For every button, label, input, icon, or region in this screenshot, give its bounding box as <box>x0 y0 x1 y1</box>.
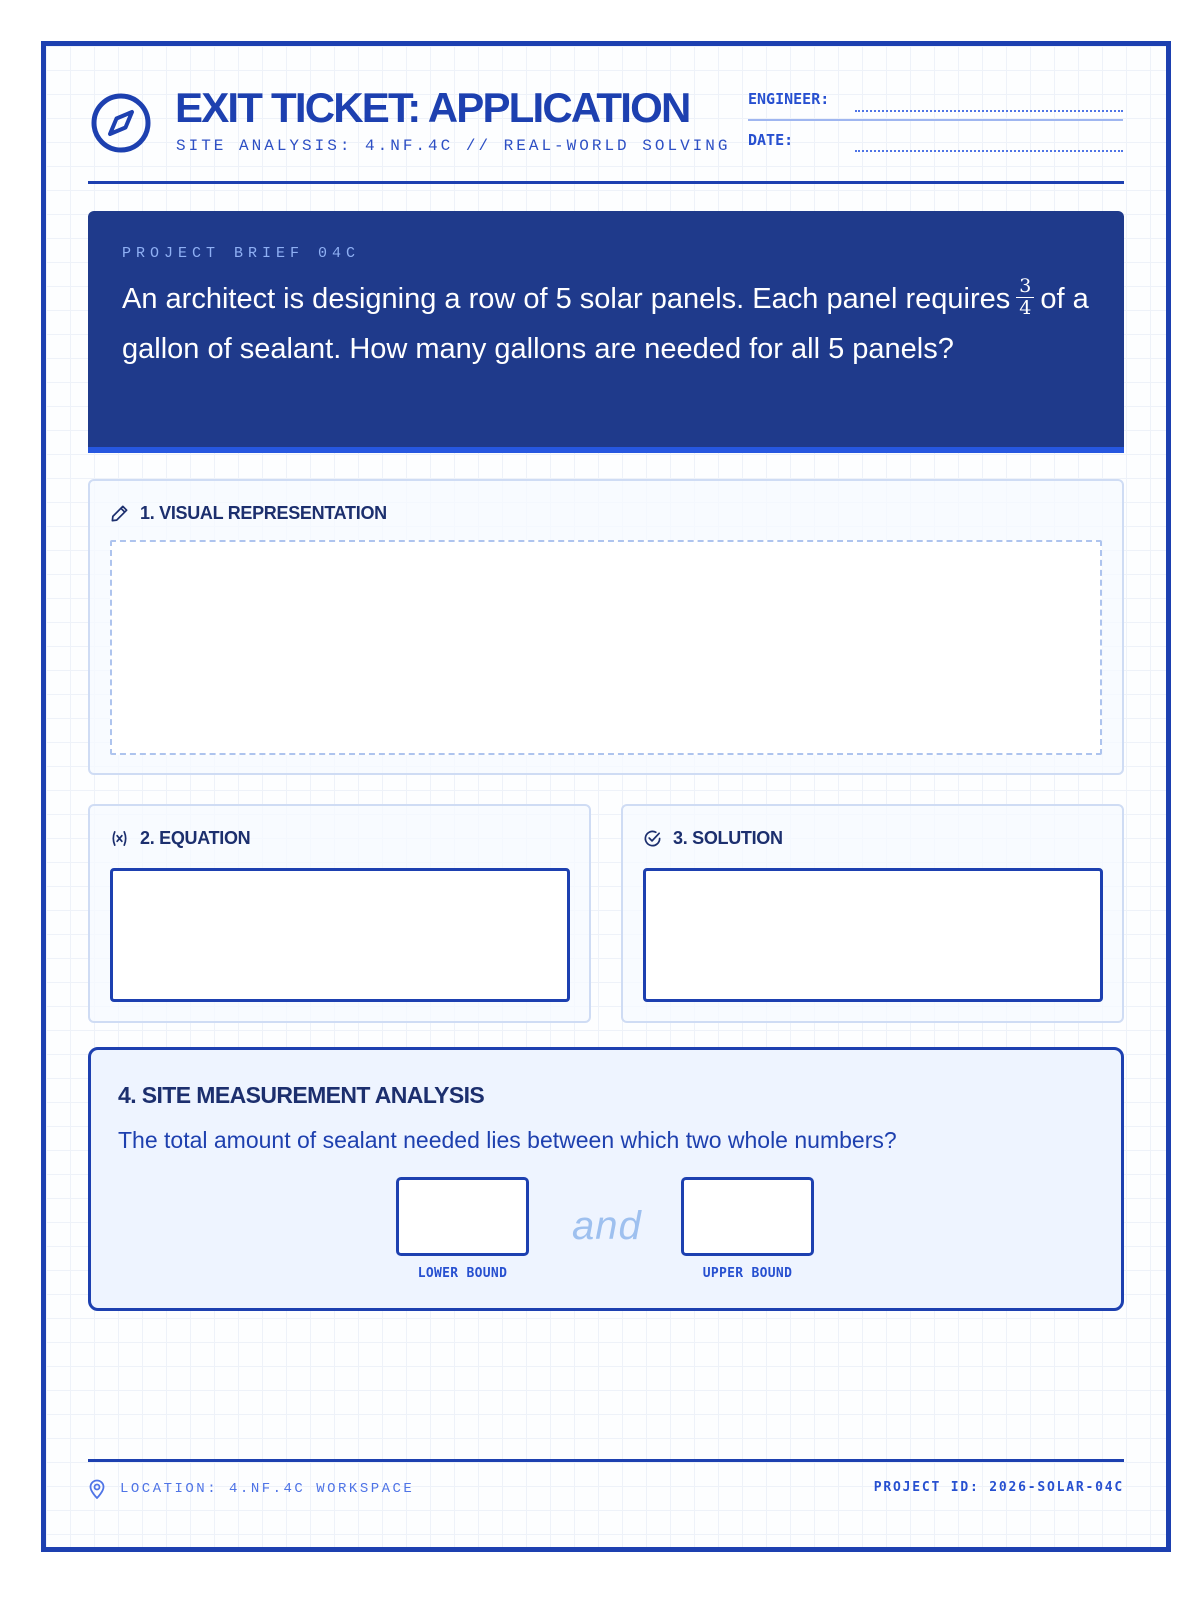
project-brief <box>88 211 1124 453</box>
brief-text-part2: of a gallon of sealant. How many gallons are needed for all 5 panels? <box>122 283 1089 365</box>
and-connector: and <box>572 1204 642 1248</box>
upper-bound-input[interactable] <box>681 1177 814 1256</box>
solution-title: 3. SOLUTION <box>673 828 783 848</box>
meta-divider <box>748 119 1123 121</box>
compass-icon <box>90 92 152 154</box>
variable-icon <box>110 829 129 848</box>
check-circle-icon <box>643 829 662 848</box>
date-label: DATE: <box>748 131 794 149</box>
analysis-question: The total amount of sealant needed lies between which two whole numbers? <box>118 1127 897 1153</box>
equation-panel <box>88 804 591 1023</box>
brief-text-part1: An architect is designing a row of 5 solar panels. Each panel requires <box>122 283 1011 315</box>
solution-answer-box[interactable] <box>643 868 1103 1002</box>
pencil-icon <box>110 504 129 523</box>
map-pin-icon <box>89 1479 105 1499</box>
site-measurement-analysis-panel <box>88 1047 1124 1311</box>
analysis-title: 4. SITE MEASUREMENT ANALYSIS <box>118 1082 485 1108</box>
footer-location-text: LOCATION: 4.NF.4C WORKSPACE <box>120 1481 415 1497</box>
header-divider <box>88 181 1124 184</box>
brief-text <box>122 274 1090 374</box>
solution-header <box>643 828 783 849</box>
visual-representation-header <box>110 503 387 524</box>
engineer-label: ENGINEER: <box>748 90 830 108</box>
footer-project-id: PROJECT ID: 2026-SOLAR-04C <box>873 1480 1124 1495</box>
equation-answer-box[interactable] <box>110 868 570 1002</box>
fraction-denominator: 4 <box>1019 296 1032 319</box>
page-title: EXIT TICKET: APPLICATION <box>175 84 690 131</box>
fraction <box>1016 276 1034 319</box>
fraction-numerator: 3 <box>1016 276 1034 298</box>
solution-panel <box>621 804 1124 1023</box>
visual-representation-title: 1. VISUAL REPRESENTATION <box>140 503 387 523</box>
equation-title: 2. EQUATION <box>140 828 251 848</box>
visual-representation-panel <box>88 479 1124 775</box>
visual-drawing-area[interactable] <box>110 540 1102 755</box>
footer-divider <box>88 1459 1124 1462</box>
equation-header <box>110 828 250 849</box>
brief-label: PROJECT BRIEF 04C <box>122 245 361 262</box>
engineer-field[interactable] <box>855 110 1123 112</box>
upper-bound-label: UPPER BOUND <box>702 1266 793 1281</box>
lower-bound-label: LOWER BOUND <box>417 1266 508 1281</box>
lower-bound-input[interactable] <box>396 1177 529 1256</box>
footer-location <box>89 1479 414 1499</box>
page-subtitle: SITE ANALYSIS: 4.NF.4C // REAL-WORLD SOLVING <box>176 137 731 155</box>
date-field[interactable] <box>855 150 1123 152</box>
